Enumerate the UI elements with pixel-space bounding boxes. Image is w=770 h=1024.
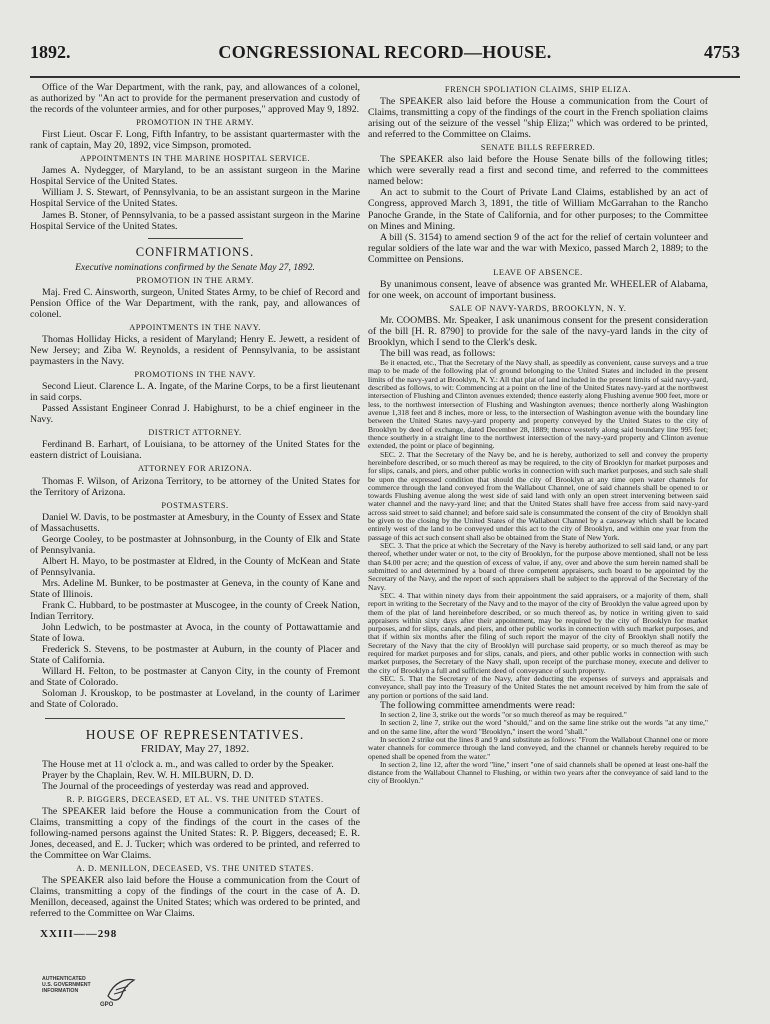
confirmations-heading: CONFIRMATIONS. [135,244,255,259]
paragraph: The House met at 11 o'clock a. m., and was called to order by the Speaker. [42,758,334,770]
paragraph: James A. Nydegger, of Maryland, to be an assistant surgeon in the Marine Hospital Service of the United States. [30,165,360,188]
header-rule [30,76,740,78]
paragraph: Thomas Holliday Hicks, a resident of Maryland; Henry E. Jewett, a resident of New Jersey; and Ziba W. Reynolds, a resident of Pennsylvania, to be assistant paymasters in the Navy. [30,333,360,368]
paragraph: Prayer by the Chaplain, Rev. W. H. MILBURN, D. D. [42,769,254,781]
section-heading: DISTRICT ATTORNEY. [148,428,242,438]
right-column [368,82,708,786]
paragraph: First Lieut. Oscar F. Long, Fifth Infantry, to be assistant quartermaster with the rank of captain, May 20, 1892, vice Simpson, promoted. [30,129,360,152]
paragraph: William J. S. Stewart, of Pennsylvania, to be an assistant surgeon in the Marine Hospital Service of the United States. [30,187,360,210]
paragraph: Frank C. Hubbard, to be postmaster at Muscogee, in the county of Creek Nation, Indian Territory. [30,600,360,623]
section-heading: A. D. MENILLON, DECEASED, VS. THE UNITED STATES. [76,864,314,873]
bill-text: Be it enacted, etc., That the Secretary of the Navy shall, as speedily as convenient, cause surveys and a true map to be made of the following plat of ground belonging to the United States and included in the present limits of the navy-yard at Brooklyn, N. Y.: All that plat of land included in the present limits of said navy-yard, described as follows, to wit: Commencing at a point on the line of the United States navy-yard at the northwest intersection of Flushing and Clinton avenues extended; thence easterly along Flushing avenue 900 feet, more or less, to the northwest intersection of Flushing and Washington avenues; thence northerly along Washington avenue 1,318 feet and 8 inches, more or less, to the intersection of Washington avenue with the boundary line between the United States navy-yard property and property conveyed by the United States to the city of Brooklyn by deed of exchange, dated December 28, 1889; thence westerly along said boundary line 995 feet; thence southerly in a straight line to the northwest intersection of the navy-yard property and Clinton avenue extended, the point or place of beginning. [368,358,708,451]
paragraph: Mr. COOMBS. Mr. Speaker, I ask unanimous consent for the present consideration of the bill [H. R. 8790] to provide for the sale of the navy-yard lands in the city of Brooklyn, which I send to the Clerk's desk. [368,314,708,349]
paragraph: The SPEAKER also laid before the House a communication from the Court of Claims, transmitting a copy of the findings of the court in the French spoliation claims arising out of the seizure of the vessel "ship Eliza;" which was ordered to be printed, and referred to the Committee on Claims. [368,96,708,141]
paragraph: Second Lieut. Clarence L. A. Ingate, of the Marine Corps, to be a first lieutenant in said corps. [30,381,360,404]
paragraph: The SPEAKER also laid before the House Senate bills of the following titles; which were severally read a first and second time, and referred to the committees named below: [368,154,708,188]
house-heading: HOUSE OF REPRESENTATIVES. [85,727,305,743]
section-heading: SENATE BILLS REFERRED. [480,143,596,153]
paragraph: Daniel W. Davis, to be postmaster at Amesbury, in the County of Essex and State of Massachusetts. [30,511,360,534]
gpo-label: GPO [100,1002,114,1008]
section-heading: APPOINTMENTS IN THE MARINE HOSPITAL SERVICE. [79,154,311,164]
paragraph: Albert H. Mayo, to be postmaster at Eldred, in the County of McKean and State of Pennsylvania. [30,555,360,578]
paragraph: Mrs. Adeline M. Bunker, to be postmaster at Geneva, in the county of Kane and State of Illinois. [30,577,360,600]
section-heading: PROMOTION IN THE ARMY. [136,275,254,285]
paragraph: Office of the War Department, with the rank, pay, and allowances of a colonel, as authorized by "An act to provide for the permanent preservation and custody of the records of the volunteer armies, and for other purposes," approved May 9, 1892. [30,82,360,116]
seal-line: U.S. GOVERNMENT [42,982,91,988]
section-heading: LEAVE OF ABSENCE. [493,267,583,277]
section-heading: APPOINTMENTS IN THE NAVY. [129,322,261,332]
section-heading: SALE OF NAVY-YARDS, BROOKLYN, N. Y. [449,303,627,313]
bill-text: SEC. 3. That the price at which the Secretary of the Navy is hereby authorized to sell said land, or any part thereof, whether under water or not, to the city of Brooklyn, for the purpose above mentioned, shall not be less than $4.00 per acre; and the question of excess of value, if any, over and above the sum herein named shall be submitted to and determined by a board of three competent appraisers, such board to be appointed by the Secretary of the Navy, and the report of such appraisers shall be subject to the approval of the Secretary of the Navy. [368,541,708,592]
paragraph: The SPEAKER also laid before the House a communication from the Court of Claims, transmitting a copy of the findings of the court in the case of A. D. Menillon, deceased, against the United States; which was ordered to be printed, and referred to the Committee on War Claims. [30,875,360,920]
paragraph: The bill was read, as follows: [380,348,496,360]
header-year: 1892. [30,42,71,62]
seal-line: INFORMATION [42,988,79,994]
amendment-text: In section 2, line 12, after the word "line," insert "one of said channels shall be opened at least one-half the distance from the Wallabout Channel to Flushing, or within two years after the conveyance of said land to the city of Brooklyn." [368,759,708,786]
header-title: CONGRESSIONAL RECORD—HOUSE. [218,42,552,62]
paragraph: The SPEAKER laid before the House a communication from the Court of Claims, transmitting a copy of the findings of the court in the cases of the following-named persons against the United States: R. P. Biggers, deceased; E. R. Jones, deceased, and E. J. Tucker; which was ordered to be printed, and referred to the Committee on War Claims. [30,805,360,861]
paragraph: Thomas F. Wilson, of Arizona Territory, to be attorney of the United States for the Territory of Arizona. [30,475,360,498]
left-column [30,82,360,940]
session-date: FRIDAY, May 27, 1892. [140,742,250,755]
section-heading: POSTMASTERS. [161,500,229,510]
paragraph: Frederick S. Stevens, to be postmaster at Auburn, in the county of Placer and State of California. [30,644,360,667]
paragraph: A bill (S. 3154) to amend section 9 of the act for the relief of certain volunteer and regular soldiers of the late war and the war with Mexico, passed March 2, 1889; to the Committee on Pensions. [368,231,708,265]
paragraph: Maj. Fred C. Ainsworth, surgeon, United States Army, to be chief of Record and Pension Office of the War Department, with the rank, pay, and allowances of colonel. [30,286,360,320]
paragraph: The Journal of the proceedings of yesterday was read and approved. [42,780,309,792]
bill-text: SEC. 2. That the Secretary of the Navy be, and he is hereby, authorized to sell and convey the property hereinbefore described, or so much thereof as may be required, to the city of Brooklyn for market purposes and for slips, canals, and piers, and other public works in connection with such market purposes, and such sale shall be upon the expressed condition that should the city of Brooklyn at any time open water channels for commerce through the land conveyed from the Wallabout Channel, one of said channels shall be opened to or towards Flushing avenue along the west side of said land with only an open street intervening between said water channel and the navy-yard line; and that the United States shall have free access from said navy-yard across said street to said channel; and before said sale is consummated the consent of the city of Brooklyn shall be given to the closing by the United States of the Wallabout Channel by a causeway which shall be located entirely west of the land to be conveyed under this act to the city of Brooklyn, and within one year from the passage of this act such consent shall also be obtained from the State of New York. [368,449,708,542]
amendment-text: In section 2 strike out the lines 8 and 9 and substitute as follows: "From the Wallabout Channel one or more water channels for commerce through the land conveyed, and the channel or channels hereby required to be opened shall be opened from the water." [368,734,708,761]
paragraph: John Ledwich, to be postmaster at Avoca, in the county of Pottawattamie and State of Iowa. [30,622,360,645]
section-heading: PROMOTION IN THE ARMY. [136,118,254,128]
header-page-number: 4753 [704,42,740,62]
amendment-text: In section 2, line 3, strike out the words "or so much thereof as may be required." [380,709,627,719]
paragraph: An act to submit to the Court of Private Land Claims, established by an act of Congress, approved March 3, 1891, the title of William McGarrahan to the Rancho Panoche Grande, in the State of California, and for other purposes; to the Committee on Mines and Mining. [368,187,708,232]
divider [148,238,243,239]
gpo-authentication-seal [42,976,142,1018]
paragraph: George Cooley, to be postmaster at Johnsonburg, in the County of Elk and State of Pennsylvania. [30,533,360,556]
section-heading: ATTORNEY FOR ARIZONA. [137,464,253,474]
paragraph: Soloman J. Krouskop, to be postmaster at Loveland, in the county of Larimer and State of Colorado. [30,688,360,711]
page-header [30,38,740,68]
section-heading: R. P. BIGGERS, DECEASED, ET AL. VS. THE UNITED STATES. [66,794,324,804]
paragraph: Passed Assistant Engineer Conrad J. Habighurst, to be a chief engineer in the Navy. [30,403,360,426]
paragraph: By unanimous consent, leave of absence was granted Mr. WHEELER of Alabama, for one week, on account of important business. [368,278,708,301]
bill-text: SEC. 4. That within ninety days from their appointment the said appraisers, or a majority of them, shall report in writing to the Secretary of the Navy and to the mayor of the city of Brooklyn the value agreed upon by them of the plat of land hereinbefore described, or so much thereof as, by notice in writing given to said appraisers within sixty days after their appointment, may be required by the city of Brooklyn for market purposes, and for slips, canals, and piers, and other public works in connection with such market purposes, and that if within six months after the filing of such report the mayor of the city of Brooklyn shall notify the Secretary of the Navy that the city of Brooklyn will purchase said property, or so much thereof as may be required for market purposes and for slips, canals, and piers, and other public works in connection with such market purposes, the Secretary of the Navy shall, upon receipt of the purchase money, execute and deliver to the city of Brooklyn a full and sufficient deed of conveyance of such property. [368,590,708,675]
amendment-text: In section 2, line 7, strike out the word "should," and on the same line strike out the words "at any time," and on the same line, after the word "Brooklyn," insert the word "shall." [368,718,708,736]
seal-line: AUTHENTICATED [42,976,86,982]
paragraph: James B. Stoner, of Pennsylvania, to be a passed assistant surgeon in the Marine Hospital Service of the United States. [30,209,360,232]
paragraph: The following committee amendments were read: [380,699,576,711]
section-heading: FRENCH SPOLIATION CLAIMS, SHIP ELIZA. [444,85,632,94]
section-heading: PROMOTIONS IN THE NAVY. [134,370,256,380]
bill-text: SEC. 5. That the Secretary of the Navy, after deducting the expenses of surveys and appraisals and conveyance, shall pay into the Treasury of the United States the net amount received by him from the sale of any portion or portions of the said land. [368,674,708,700]
divider [45,718,345,719]
confirmations-subheading: Executive nominations confirmed by the Senate May 27, 1892. [75,261,315,273]
paragraph: Willard H. Felton, to be postmaster at Canyon City, in the county of Fremont and State of Colorado. [30,666,360,689]
paragraph: Ferdinand B. Earhart, of Louisiana, to be attorney of the United States for the eastern district of Louisiana. [30,439,360,462]
signature-mark: XXIII——298 [40,928,118,941]
